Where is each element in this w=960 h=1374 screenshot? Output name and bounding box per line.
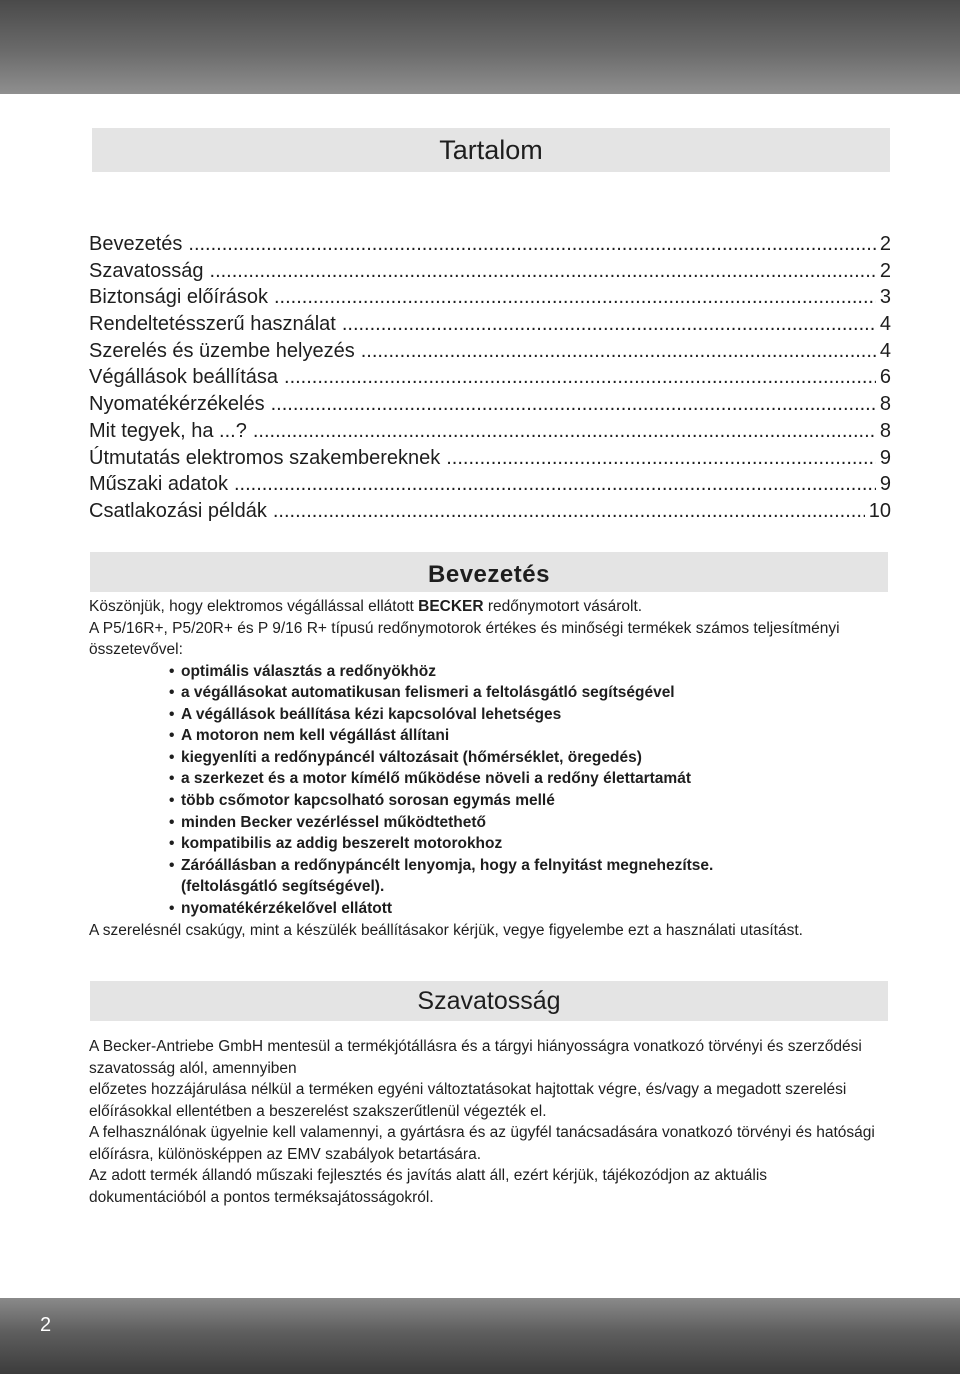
toc-entry[interactable] [89,445,891,472]
warranty-paragraph: A felhasználónak ügyelnie kell valamennyi, a gyártásra és az ügyfél tanácsadására vonatkozó törvényi és hatósági előírásra, különösképpen az EMV szabályok betartására. [89,1124,875,1163]
intro-closing: A szerelésnél csakúgy, mint a készülék beállításakor kérjük, vegye figyelembe ezt a használati utasítást. [89,921,803,939]
toc-leader-dots [273,498,865,525]
intro-thanks [89,596,879,618]
toc-entry-title: Bevezetés [89,233,183,255]
toc-entry[interactable] [89,471,891,498]
toc-entry-title: Szavatosság [89,259,204,282]
top-decorative-bar [0,0,960,94]
brand-name: BECKER [418,598,484,615]
toc-entry-title: Szerelés és üzembe helyezés [89,339,355,362]
toc-entry-page: 6 [879,366,891,389]
toc-entry-title: Végállások beállítása [89,366,279,389]
toc-entry[interactable] [89,498,891,525]
intro-thanks-text-end: redőnymotort vásárolt. [483,598,643,615]
toc-entry-page: 3 [879,286,891,309]
toc-entry-page: 4 [879,313,891,336]
toc-leader-dots [284,364,876,391]
warranty-paragraph: előzetes hozzájárulása nélkül a terméken egyéni változtatásokat hajtottak végre, és/vagy a megadott szerelési előírásokkal ellentétben a beszerelést szakszerűtlenül végezték el. [89,1081,847,1120]
toc-entry[interactable] [89,258,891,285]
toc-entry[interactable] [89,418,891,445]
toc-leader-dots [342,311,876,338]
toc-entry-title: Biztonsági előírások [89,286,268,309]
toc-entry[interactable] [89,284,891,311]
toc-entry[interactable] [89,364,891,391]
toc-leader-dots [253,418,876,445]
toc-leader-dots [271,391,876,418]
toc-leader-dots [274,284,876,311]
toc-entry-title: Csatlakozási példák [89,499,267,522]
warranty-paragraph: Az adott termék állandó műszaki fejlesztés és javítás alatt áll, ezért kérjük, tájékozódjon az aktuális dokumentációból a pontos terméksajátosságokról. [89,1167,768,1206]
warranty-heading: Szavatosság [90,981,888,1021]
list-item: • A végállások beállítása kézi kapcsolóval lehetséges [169,704,879,726]
toc-entry-title: Rendeltetésszerű használat [89,313,336,336]
list-item: • nyomatékérzékelővel ellátott [169,898,879,920]
toc-leader-dots [210,258,876,285]
list-item: • több csőmotor kapcsolható sorosan egymás mellé [169,790,879,812]
toc-entry-title: Nyomatékérzékelés [89,393,265,416]
toc-entry-page: 2 [879,233,891,255]
list-item: • kiegyenlíti a redőnypáncél változásait (hőmérséklet, öregedés) [169,747,879,769]
toc-entry-page: 2 [879,259,891,282]
toc-leader-dots [234,471,876,498]
list-item: • a végállásokat automatikusan felismeri a feltolásgátló segítségével [169,682,879,704]
toc-entry-page: 8 [879,393,891,416]
list-item: • optimális választás a redőnyökhöz [169,661,879,683]
intro-lead: A P5/16R+, P5/20R+ és P 9/16 R+ típusú redőnymotorok értékes és minőségi termékek számos teljesítményi összetevővel: [89,619,840,658]
toc-entry-page: 9 [879,446,891,469]
toc-entry-title: Műszaki adatok [89,473,228,496]
intro-heading: Bevezetés [90,552,888,592]
toc-entry-page: 4 [879,339,891,362]
toc-entry-title: Mit tegyek, ha ...? [89,419,247,442]
toc-leader-dots [188,231,875,258]
list-item: • Záróállásban a redőnypáncélt lenyomja, hogy a felnyitást megnehezítse. [169,855,879,877]
list-item: • kompatibilis az addig beszerelt motorokhoz [169,833,879,855]
intro-section [89,596,879,941]
toc-entry[interactable] [89,311,891,338]
list-item: • A motoron nem kell végállást állítani [169,725,879,747]
toc-entry-title: Útmutatás elektromos szakembereknek [89,446,441,469]
warranty-section [89,1036,879,1208]
toc-entry-page: 8 [879,419,891,442]
toc-entry-page: 9 [879,473,891,496]
toc-leader-dots [446,445,876,472]
toc-entry[interactable] [89,391,891,418]
toc-leader-dots [361,338,876,365]
toc-heading: Tartalom [92,128,890,172]
toc-entry[interactable] [89,231,891,258]
table-of-contents [89,231,891,525]
toc-entry[interactable] [89,338,891,365]
intro-thanks-text: Köszönjük, hogy elektromos végállással ellátott [89,598,419,615]
list-item-continuation: (feltolásgátló segítségével). [181,878,385,896]
list-item: • minden Becker vezérléssel működtethető [169,812,879,834]
bottom-decorative-bar [0,1298,960,1374]
feature-list [89,661,879,920]
toc-entry-page: 10 [868,499,891,522]
warranty-paragraph: A Becker-Antriebe GmbH mentesül a termékjótállásra és a tárgyi hiányosságra vonatkozó törvényi és szerződési szavatosság alól, amennyiben [89,1038,862,1077]
list-item: • a szerkezet és a motor kímélő működése növeli a redőny élettartamát [169,768,879,790]
page-number: 2 [40,1314,52,1336]
